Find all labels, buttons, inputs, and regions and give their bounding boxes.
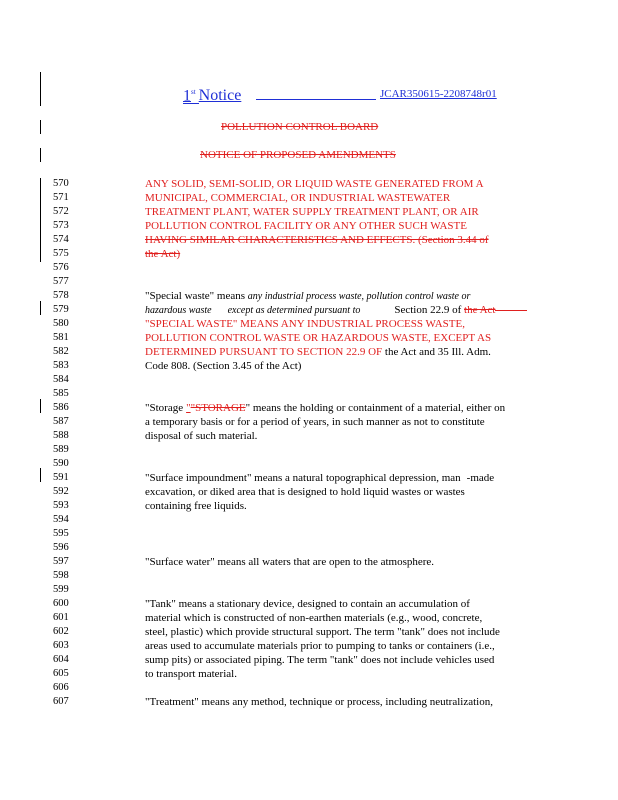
text-line: material which is constructed of non-earthen materials (e.g., wood, concrete, [145,612,483,624]
line-number: 587 [53,416,69,427]
inserted-italic-text: hazardous waste [145,305,212,316]
change-bar [40,178,41,262]
line-number: 575 [53,248,69,259]
board-title: POLLUTION CONTROL BOARD [221,121,379,133]
text-line [145,303,527,318]
line-number: 594 [53,514,69,525]
inserted-italic-text: any industrial process waste, pollution control waste or [247,291,471,302]
notice-title: NOTICE OF PROPOSED AMENDMENTS [200,149,396,161]
term-special-waste: "Special waste" means [145,290,248,302]
text-line: POLLUTION CONTROL WASTE OR HAZARDOUS WASTE, EXCEPT AS [145,332,492,344]
line-number: 570 [53,178,69,189]
notice-ordinal: st [191,88,196,96]
line-number: 588 [53,430,69,441]
text-line: "Surface water" means all waters that are open to the atmosphere. [145,556,435,568]
line-number: 573 [53,220,69,231]
change-bar [40,399,41,413]
line-number: 602 [53,626,69,637]
line-number: 582 [53,346,69,357]
line-number: 577 [53,276,69,287]
term-storage: "Storage [145,402,184,414]
change-bar [40,468,41,482]
line-number: 596 [53,542,69,553]
text-line [145,401,505,415]
line-number: 599 [53,584,69,595]
text-line: excavation, or diked area that is designed to hold liquid wastes or wastes [145,486,465,498]
line-number: 585 [53,388,69,399]
line-number: 591 [53,472,69,483]
text-fragment: the Act and 35 Ill. Adm. [384,346,491,358]
change-bar [40,72,41,106]
line-number: 605 [53,668,69,679]
line-number: 603 [53,640,69,651]
line-number: 593 [53,500,69,511]
line-number: 595 [53,528,69,539]
term-surface-impoundment: "Surface impoundment" means a natural topographical depression, man [145,472,461,484]
text-line: "SPECIAL WASTE" MEANS ANY INDUSTRIAL PROCESS WASTE, [145,318,465,330]
line-number: 601 [53,612,69,623]
line-number: 574 [53,234,69,245]
section-ref: Section 22.9 of [394,304,465,316]
line-number: 584 [53,374,69,385]
deleted-text: "STORAGE [190,402,246,414]
line-number: 597 [53,556,69,567]
notice-word: Notice [198,87,242,105]
line-number: 606 [53,682,69,693]
text-line: containing free liquids. [145,500,247,512]
line-number: 592 [53,486,69,497]
line-number: 576 [53,262,69,273]
line-number: 571 [53,192,69,203]
text-line [145,289,470,304]
change-bar [40,301,41,315]
change-bar [40,120,41,134]
text-line: "Tank" means a stationary device, designed to contain an accumulation of [145,598,470,610]
line-number: 572 [53,206,69,217]
inserted-quote: " [186,402,191,414]
line-number: 590 [53,458,69,469]
text-line: TREATMENT PLANT, WATER SUPPLY TREATMENT PLANT, OR AIR [145,206,479,218]
text-line: sump pits) or associated piping. The term "tank" does not include vehicles used [145,654,495,666]
notice-number: 1 [183,87,191,105]
text-line: disposal of such material. [145,430,258,442]
line-number: 583 [53,360,69,371]
line-number: 581 [53,332,69,343]
text-line: ANY SOLID, SEMI-SOLID, OR LIQUID WASTE GENERATED FROM A [145,178,484,190]
inserted-text: DETERMINED PURSUANT TO SECTION 22.9 OF [145,346,385,358]
text-line: POLLUTION CONTROL FACILITY OR ANY OTHER SUCH WASTE [145,220,467,232]
line-number: 578 [53,290,69,301]
text-line: steel, plastic) which provide structural support. The term "tank" does not include [145,626,500,638]
text-line [145,471,494,485]
text-line: Code 808. (Section 3.45 of the Act) [145,360,302,372]
line-number: 607 [53,696,69,707]
text-line [145,345,491,359]
deleted-text: the Act [464,304,496,316]
line-number: 580 [53,318,69,329]
change-bar [40,148,41,162]
line-number: 600 [53,598,69,609]
text-line: areas used to accumulate materials prior to pumping to tanks or containers (i.e., [145,640,495,652]
line-number: 579 [53,304,69,315]
line-number: 604 [53,654,69,665]
line-number: 589 [53,444,69,455]
text-line: to transport material. [145,668,237,680]
text-line: MUNICIPAL, COMMERCIAL, OR INDUSTRIAL WASTEWATER [145,192,451,204]
text-fragment: -made [466,472,495,484]
header-rule-small [183,103,199,104]
text-line-deleted: the Act) [145,248,181,260]
deleted-rule [495,310,527,311]
text-fragment: " means the holding or containment of a material, either on [245,402,506,414]
inserted-italic-text: except as determined pursuant to [227,305,361,316]
text-line: "Treatment" means any method, technique or process, including neutralization, [145,696,493,708]
text-line-deleted: HAVING SIMILAR CHARACTERISTICS AND EFFECTS. (Section 3.44 of [145,234,489,246]
document-id: JCAR350615-2208748r01 [380,88,497,100]
text-line: a temporary basis or for a period of years, in such manner as not to constitute [145,416,485,428]
line-number: 598 [53,570,69,581]
line-number: 586 [53,402,69,413]
header-rule [256,99,376,100]
